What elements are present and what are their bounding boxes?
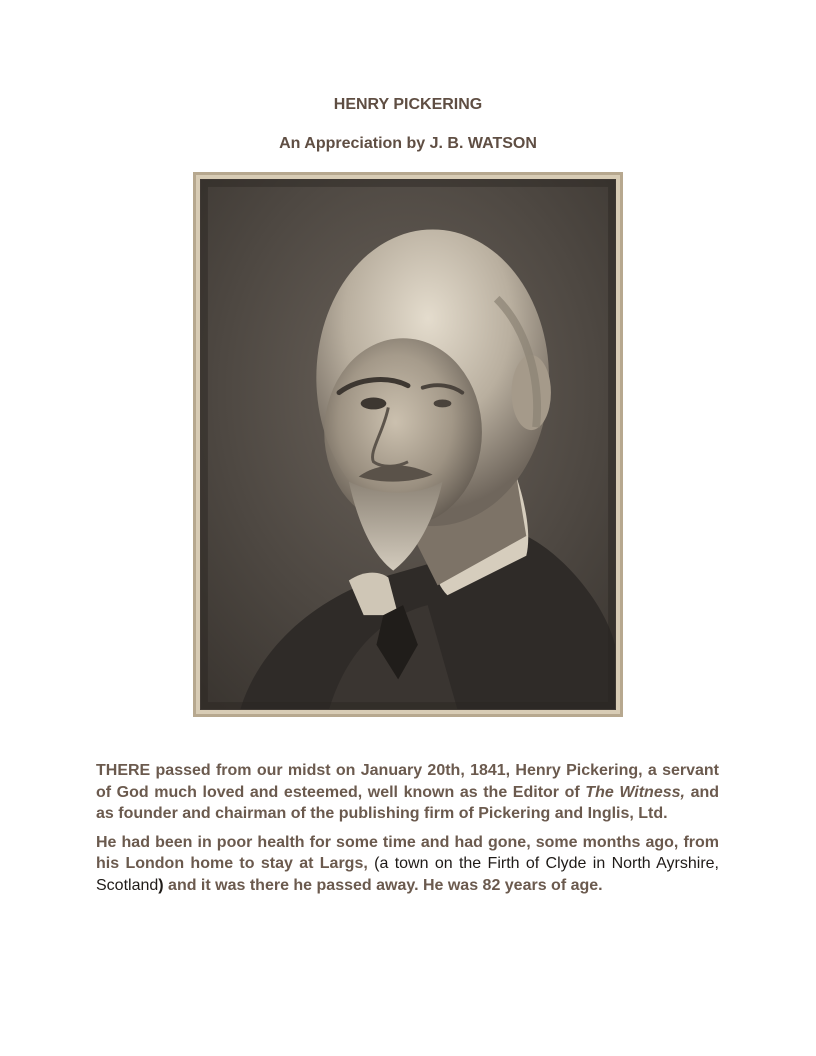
paragraph-2-text-start: He had been in poor health for some time and had gone, some months ago, from his London home to stay at Largs, — [96, 833, 719, 872]
paragraph-1-text-end: and as founder and chairman of the publishing firm of Pickering and Inglis, Ltd. — [96, 783, 720, 822]
paragraph-1-text-start: THERE passed from our midst on January 20th, 1841, Henry Pickering, a servant of God much loved and esteemed, well known as the Editor of — [96, 762, 719, 801]
document-title: HENRY PICKERING — [333, 96, 483, 113]
article-body — [96, 760, 719, 903]
document-subtitle: An Appreciation by J. B. WATSON — [279, 135, 537, 152]
paragraph-2 — [96, 832, 719, 897]
paragraph-2-close-paren: ) — [158, 876, 164, 894]
portrait-image — [200, 179, 616, 710]
publication-title: The Witness, — [585, 783, 685, 801]
portrait-photo — [193, 172, 623, 717]
paragraph-2-text-end: and it was there he passed away. He was 82 years of age. — [163, 876, 603, 894]
paragraph-1 — [96, 760, 719, 825]
paragraph-2-aside: (a town on the Firth of Clyde in North Ayrshire, Scotland — [96, 855, 719, 894]
